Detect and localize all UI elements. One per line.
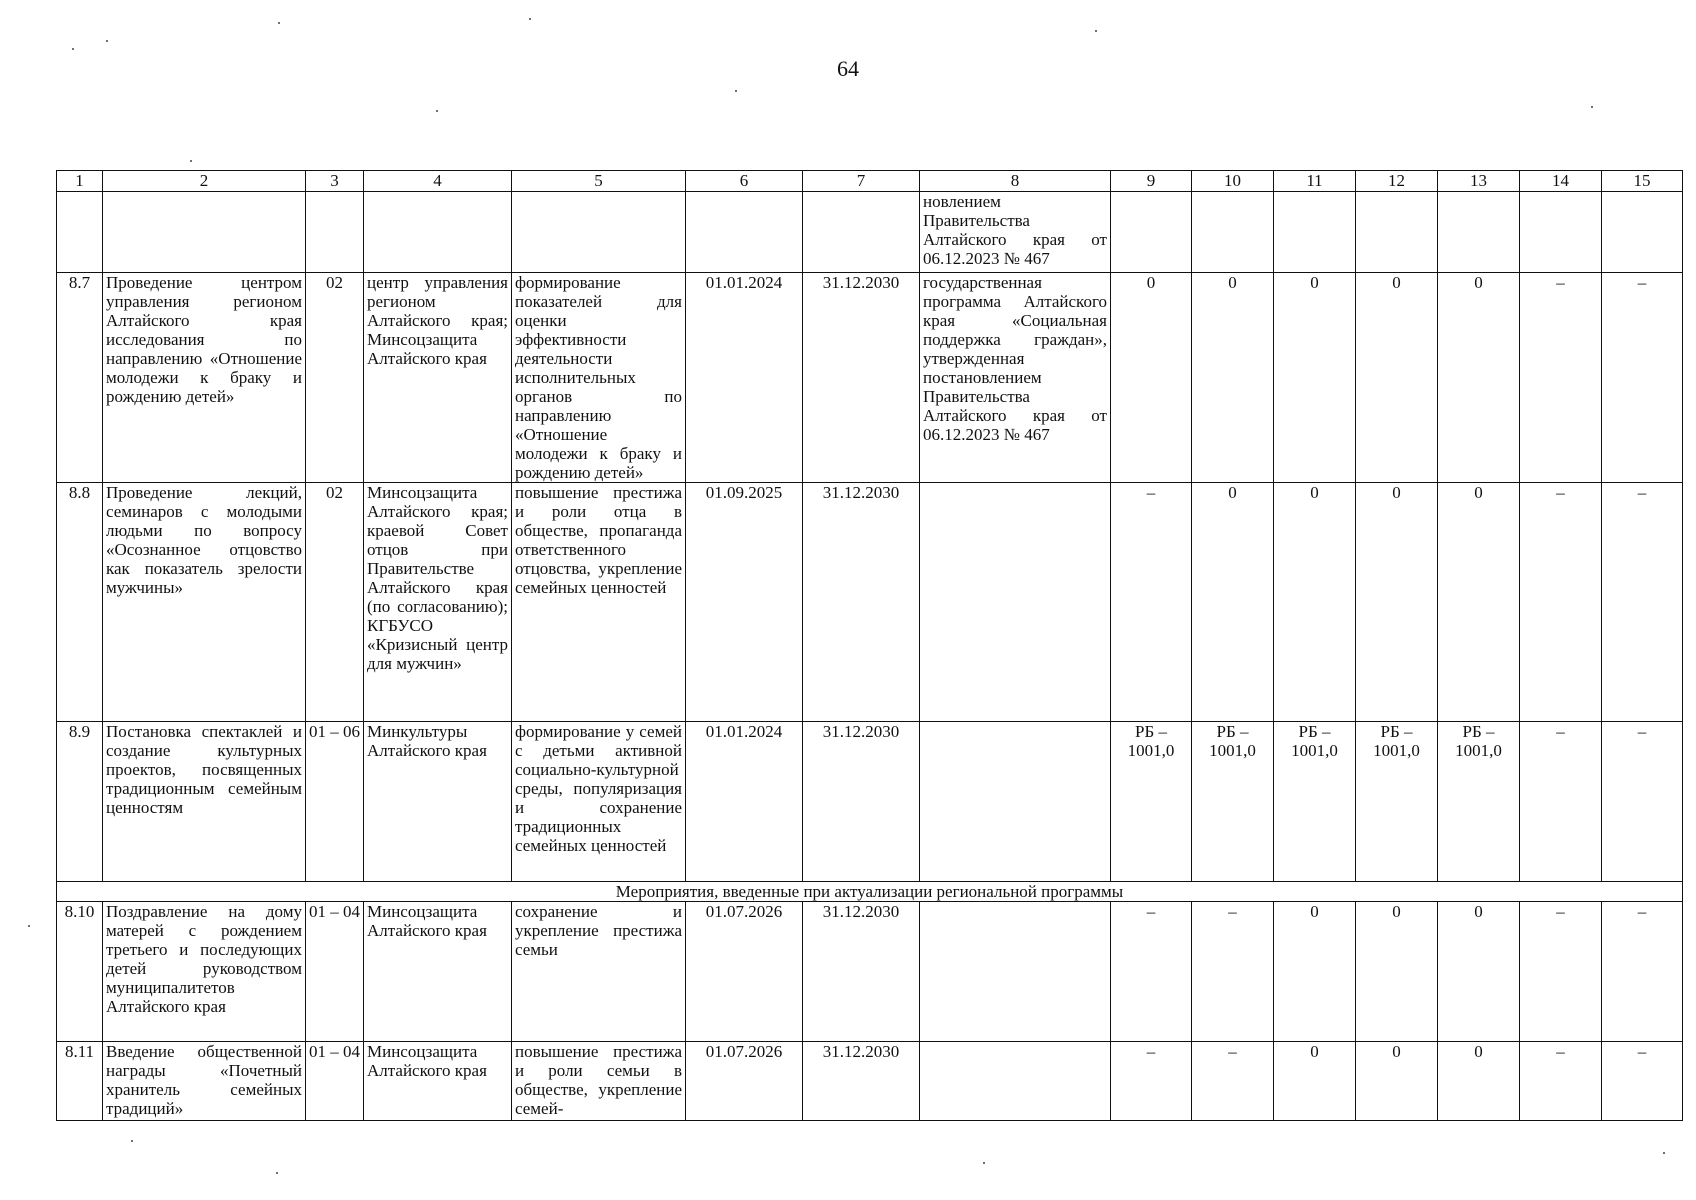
cell-value-14: – [1520, 273, 1602, 483]
cell-value-12 [1356, 192, 1438, 273]
cell-end-date [803, 192, 920, 273]
cell-value-12: 0 [1356, 1042, 1438, 1121]
cell-start-date: 01.09.2025 [686, 483, 803, 722]
cell-period [306, 192, 364, 273]
cell-value-14 [1520, 192, 1602, 273]
cell-value-11 [1274, 192, 1356, 273]
cell-executor: Минсоцзащита Алтайского края; краевой Совет отцов при Правительстве Алтайского края (по согласованию); КГБУСО «Кризисный центр для мужчин» [364, 483, 512, 722]
cell-number [57, 192, 103, 273]
scan-speck [529, 18, 531, 20]
table-row [57, 1042, 1683, 1121]
column-header: 13 [1438, 171, 1520, 192]
cell-start-date: 01.07.2026 [686, 1042, 803, 1121]
scan-speck [983, 1162, 985, 1164]
section-row [57, 882, 1683, 902]
cell-executor: Минсоцзащита Алтайского края [364, 1042, 512, 1121]
scan-speck [131, 1140, 133, 1142]
cell-value-14: – [1520, 902, 1602, 1042]
cell-number: 8.10 [57, 902, 103, 1042]
cell-value-11: 0 [1274, 273, 1356, 483]
cell-value-11: 0 [1274, 1042, 1356, 1121]
cell-value-13: 0 [1438, 1042, 1520, 1121]
section-title: Мероприятия, введенные при актуализации региональной программы [57, 882, 1683, 902]
cell-number: 8.8 [57, 483, 103, 722]
cell-end-date: 31.12.2030 [803, 1042, 920, 1121]
page-number: 64 [837, 56, 859, 81]
column-header: 7 [803, 171, 920, 192]
cell-activity-name: Проведение центром управления регионом Алтайского края исследования по направлению «Отношение молодежи к браку и рождению детей» [103, 273, 306, 483]
cell-value-13: 0 [1438, 902, 1520, 1042]
cell-executor [364, 192, 512, 273]
cell-value-14: – [1520, 1042, 1602, 1121]
cell-value-9: – [1111, 1042, 1192, 1121]
cell-executor: Минсоцзащита Алтайского края [364, 902, 512, 1042]
cell-program [920, 1042, 1111, 1121]
cell-number: 8.9 [57, 722, 103, 882]
scan-speck [436, 110, 438, 112]
cell-value-15: – [1602, 1042, 1683, 1121]
column-header: 6 [686, 171, 803, 192]
cell-start-date: 01.01.2024 [686, 722, 803, 882]
cell-value-15: – [1602, 902, 1683, 1042]
cell-value-13: 0 [1438, 483, 1520, 722]
table-row [57, 273, 1683, 483]
scan-speck [106, 40, 108, 42]
scan-speck [1663, 1152, 1665, 1154]
cell-value-11: РБ – 1001,0 [1274, 722, 1356, 882]
cell-result: повышение престижа и роли семьи в обществе, укрепление семей- [512, 1042, 686, 1121]
cell-end-date: 31.12.2030 [803, 902, 920, 1042]
column-header: 1 [57, 171, 103, 192]
cell-value-12: 0 [1356, 902, 1438, 1042]
cell-period: 02 [306, 483, 364, 722]
cell-start-date: 01.01.2024 [686, 273, 803, 483]
column-header: 12 [1356, 171, 1438, 192]
table-row [57, 483, 1683, 722]
column-header: 8 [920, 171, 1111, 192]
cell-value-12: РБ – 1001,0 [1356, 722, 1438, 882]
column-header: 14 [1520, 171, 1602, 192]
cell-period: 02 [306, 273, 364, 483]
cell-value-14: – [1520, 722, 1602, 882]
cell-value-9: – [1111, 902, 1192, 1042]
table-row [57, 722, 1683, 882]
cell-value-12: 0 [1356, 273, 1438, 483]
cell-value-15: – [1602, 273, 1683, 483]
cell-value-15: – [1602, 722, 1683, 882]
cell-value-10: 0 [1192, 483, 1274, 722]
cell-program [920, 722, 1111, 882]
cell-value-10: – [1192, 902, 1274, 1042]
column-header: 5 [512, 171, 686, 192]
cell-value-14: – [1520, 483, 1602, 722]
cell-value-11: 0 [1274, 902, 1356, 1042]
column-header: 15 [1602, 171, 1683, 192]
column-header: 9 [1111, 171, 1192, 192]
scan-speck [72, 48, 74, 50]
scan-speck [1095, 30, 1097, 32]
column-header: 4 [364, 171, 512, 192]
table-row-continuation [57, 192, 1683, 273]
cell-program [920, 483, 1111, 722]
cell-number: 8.11 [57, 1042, 103, 1121]
cell-activity-name: Проведение лекций, семинаров с молодыми людьми по вопросу «Осознанное отцовство как показатель зрелости мужчины» [103, 483, 306, 722]
cell-value-10: – [1192, 1042, 1274, 1121]
cell-result: повышение престижа и роли отца в обществе, пропаганда ответственного отцовства, укрепление семейных ценностей [512, 483, 686, 722]
cell-period: 01 – 06 [306, 722, 364, 882]
activities-table [56, 170, 1683, 1121]
cell-value-9: 0 [1111, 273, 1192, 483]
cell-value-12: 0 [1356, 483, 1438, 722]
cell-value-15: – [1602, 483, 1683, 722]
cell-result: сохранение и укрепление престижа семьи [512, 902, 686, 1042]
cell-value-9: РБ – 1001,0 [1111, 722, 1192, 882]
column-header: 2 [103, 171, 306, 192]
cell-activity-name [103, 192, 306, 273]
cell-activity-name: Поздравление на дому матерей с рождением третьего и последующих детей руководством муниципалитетов Алтайского края [103, 902, 306, 1042]
cell-value-9 [1111, 192, 1192, 273]
scan-speck [735, 90, 737, 92]
cell-value-15 [1602, 192, 1683, 273]
column-header: 10 [1192, 171, 1274, 192]
cell-end-date: 31.12.2030 [803, 483, 920, 722]
cell-executor: Минкультуры Алтайского края [364, 722, 512, 882]
column-header: 3 [306, 171, 364, 192]
cell-number: 8.7 [57, 273, 103, 483]
cell-end-date: 31.12.2030 [803, 273, 920, 483]
cell-program: государственная программа Алтайского края «Социальная поддержка граждан», утвержденная постановлением Правительства Алтайского края от 06.12.2023 № 467 [920, 273, 1111, 483]
cell-result: формирование у семей с детьми активной социально-культурной среды, популяризация и сохранение традиционных семейных ценностей [512, 722, 686, 882]
scan-speck [28, 925, 30, 927]
column-number-header [57, 171, 1683, 192]
cell-end-date: 31.12.2030 [803, 722, 920, 882]
cell-value-10: РБ – 1001,0 [1192, 722, 1274, 882]
cell-value-13 [1438, 192, 1520, 273]
scan-speck [276, 1172, 278, 1174]
scan-speck [190, 160, 192, 162]
cell-program [920, 902, 1111, 1042]
cell-value-13: 0 [1438, 273, 1520, 483]
column-header: 11 [1274, 171, 1356, 192]
cell-activity-name: Введение общественной награды «Почетный хранитель семейных традиций» [103, 1042, 306, 1121]
cell-result [512, 192, 686, 273]
scan-speck [1591, 106, 1593, 108]
cell-value-10: 0 [1192, 273, 1274, 483]
cell-value-11: 0 [1274, 483, 1356, 722]
cell-result: формирование показателей для оценки эффективности деятельности исполнительных органов по направлению «Отношение молодежи к браку и рождению детей» [512, 273, 686, 483]
cell-value-9: – [1111, 483, 1192, 722]
cell-program: новлением Правительства Алтайского края от 06.12.2023 № 467 [920, 192, 1111, 273]
cell-start-date [686, 192, 803, 273]
cell-value-13: РБ – 1001,0 [1438, 722, 1520, 882]
cell-period: 01 – 04 [306, 1042, 364, 1121]
table-row [57, 902, 1683, 1042]
cell-period: 01 – 04 [306, 902, 364, 1042]
cell-activity-name: Постановка спектаклей и создание культурных проектов, посвященных традиционным семейным ценностям [103, 722, 306, 882]
scan-speck [278, 22, 280, 24]
cell-start-date: 01.07.2026 [686, 902, 803, 1042]
cell-executor: центр управления регионом Алтайского края; Минсоцзащита Алтайского края [364, 273, 512, 483]
cell-value-10 [1192, 192, 1274, 273]
